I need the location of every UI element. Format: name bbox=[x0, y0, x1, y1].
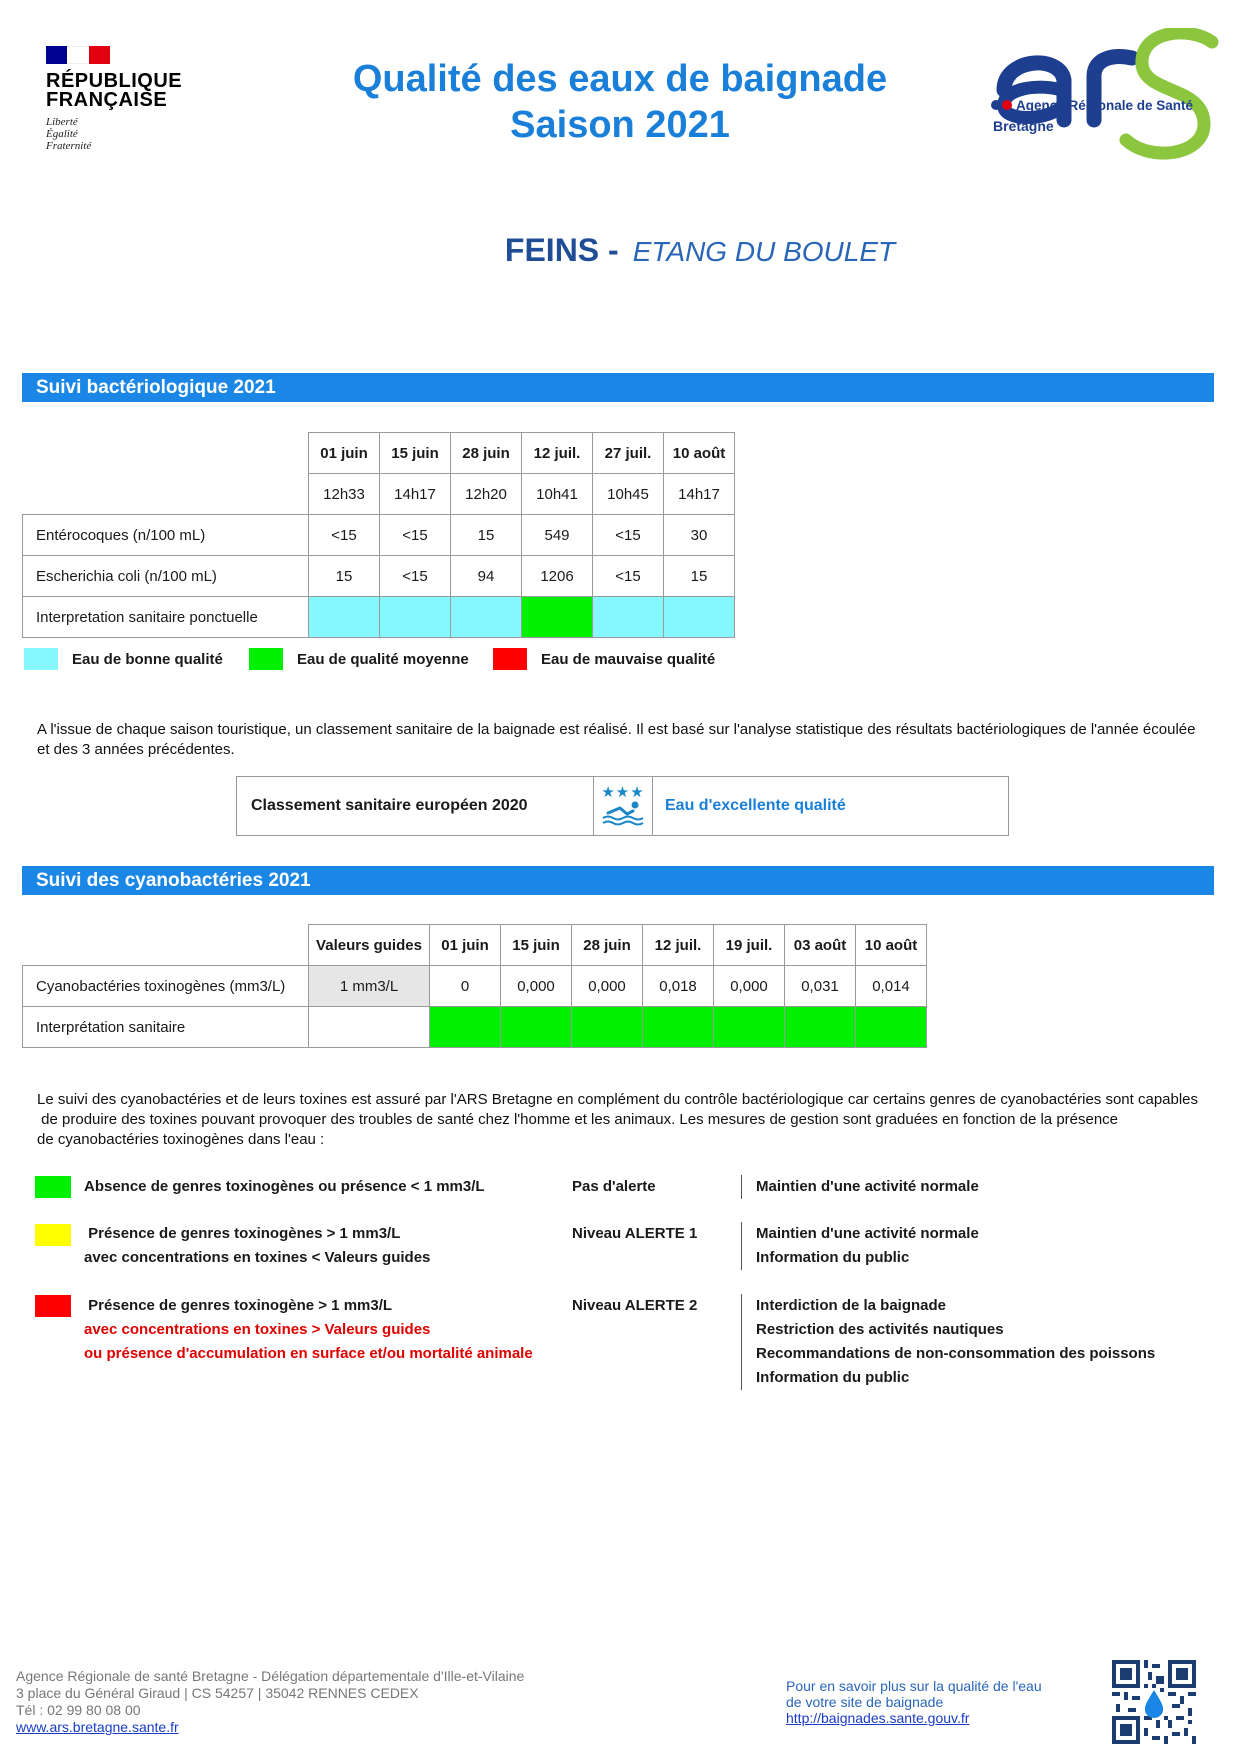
rf-motto-3: Fraternité bbox=[46, 140, 92, 152]
classement-intro-line1: A l'issue de chaque saison touristique, un classement sanitaire de la baignade est réalisé. Il est basé sur l'analyse statistique des résultats bactériologiques de l'année écoulée bbox=[37, 721, 1196, 738]
level-action: Information du public bbox=[756, 1249, 910, 1266]
table-cell: 0,018 bbox=[643, 966, 714, 1007]
interp-cell-green bbox=[430, 1007, 501, 1048]
table-cell: 15 bbox=[309, 556, 380, 597]
interp-cell-green bbox=[501, 1007, 572, 1048]
bacterio-time: 12h33 bbox=[309, 474, 380, 515]
classement-box bbox=[236, 776, 1009, 836]
legend-mauvaise bbox=[493, 648, 715, 670]
bacterio-date: 15 juin bbox=[380, 433, 451, 474]
cyano-date: 19 juil. bbox=[714, 925, 785, 966]
rf-line1: RÉPUBLIQUE bbox=[46, 70, 183, 92]
qr-code-icon[interactable] bbox=[1112, 1660, 1196, 1744]
table-row bbox=[23, 515, 735, 556]
footer-info bbox=[786, 1678, 1042, 1726]
footer-info-line2: de votre site de baignade bbox=[786, 1694, 944, 1710]
table-cell: 30 bbox=[664, 515, 735, 556]
cyano-date: 03 août bbox=[785, 925, 856, 966]
section-bar-cyano: Suivi des cyanobactéries 2021 bbox=[22, 866, 1214, 895]
ars-agency-text: Agence Régionale de Santé bbox=[1016, 98, 1194, 113]
interp-cell-green bbox=[643, 1007, 714, 1048]
level-condition: avec concentrations en toxines < Valeurs guides bbox=[84, 1249, 431, 1266]
level-swatch-red bbox=[35, 1295, 71, 1317]
level-alert: Niveau ALERTE 2 bbox=[572, 1297, 698, 1314]
french-flag-icon bbox=[46, 46, 110, 64]
row-label: Interprétation sanitaire bbox=[23, 1007, 309, 1048]
level-alert: Pas d'alerte bbox=[572, 1178, 656, 1195]
footer-address bbox=[16, 1668, 524, 1736]
table-cell: 94 bbox=[451, 556, 522, 597]
legend-bonne bbox=[24, 648, 223, 670]
rf-motto-2: Égalité bbox=[46, 128, 78, 140]
level-action: Maintien d'une activité normale bbox=[756, 1225, 979, 1242]
footer-info-line1: Pour en savoir plus sur la qualité de l'eau bbox=[786, 1678, 1042, 1694]
level-condition: Absence de genres toxinogènes ou présence < 1 mm3/L bbox=[84, 1178, 485, 1195]
footer-line3: Tél : 02 99 80 08 00 bbox=[16, 1702, 141, 1718]
table-cell: <15 bbox=[593, 556, 664, 597]
bacterio-date: 10 août bbox=[664, 433, 735, 474]
bacterio-time: 12h20 bbox=[451, 474, 522, 515]
star-rating-icon: ★★★ bbox=[601, 784, 645, 801]
bacterio-interp-row bbox=[23, 597, 735, 638]
table-cell: 0 bbox=[430, 966, 501, 1007]
cyano-guide-header: Valeurs guides bbox=[309, 925, 430, 966]
cyano-date: 15 juin bbox=[501, 925, 572, 966]
footer-line1: Agence Régionale de santé Bretagne - Délégation départementale d'Ille-et-Vilaine bbox=[16, 1668, 525, 1684]
bacterio-table bbox=[22, 432, 735, 638]
classement-intro bbox=[37, 720, 1227, 760]
level-swatch-green bbox=[35, 1176, 71, 1198]
bacterio-date: 28 juin bbox=[451, 433, 522, 474]
cyano-interp-guide-empty bbox=[309, 1007, 430, 1048]
legend-swatch bbox=[493, 648, 527, 670]
table-row bbox=[23, 556, 735, 597]
table-row bbox=[23, 966, 927, 1007]
footer-line2: 3 place du Général Giraud | CS 54257 | 35042 RENNES CEDEX bbox=[16, 1685, 419, 1701]
interp-cell-green bbox=[785, 1007, 856, 1048]
divider bbox=[741, 1294, 742, 1390]
classement-label: Classement sanitaire européen 2020 bbox=[237, 777, 594, 835]
section-bar-bacterio: Suivi bactériologique 2021 bbox=[22, 373, 1214, 402]
classement-icon-cell bbox=[594, 777, 653, 835]
table-cell: <15 bbox=[380, 556, 451, 597]
table-cell: <15 bbox=[593, 515, 664, 556]
level-action: Recommandations de non-consommation des poissons bbox=[756, 1345, 1156, 1362]
ars-region-text: Bretagne bbox=[993, 118, 1054, 134]
level-action: Information du public bbox=[756, 1369, 910, 1386]
interp-cell-bonne bbox=[309, 597, 380, 638]
cyano-header-row bbox=[23, 925, 927, 966]
table-cell: 1206 bbox=[522, 556, 593, 597]
interp-cell-bonne bbox=[451, 597, 522, 638]
rf-motto-1: Liberté bbox=[46, 116, 78, 128]
bacterio-time: 14h17 bbox=[664, 474, 735, 515]
level-action: Restriction des activités nautiques bbox=[756, 1321, 1004, 1338]
interp-cell-green bbox=[572, 1007, 643, 1048]
cyano-guide-value: 1 mm3/L bbox=[309, 966, 430, 1007]
cyano-intro bbox=[37, 1090, 1227, 1150]
interp-cell-bonne bbox=[593, 597, 664, 638]
cyano-table bbox=[22, 924, 927, 1048]
cyano-intro-line1: Le suivi des cyanobactéries et de leurs toxines est assuré par l'ARS Bretagne en complément du contrôle bactériologique car certains genres de cyanobactéries sont capables bbox=[37, 1091, 1199, 1108]
legend-label: Eau de qualité moyenne bbox=[297, 650, 469, 668]
bacterio-time-row bbox=[23, 474, 735, 515]
document-title bbox=[300, 56, 940, 148]
table-cell: 0,014 bbox=[856, 966, 927, 1007]
table-cell: 0,031 bbox=[785, 966, 856, 1007]
bacterio-time: 10h41 bbox=[522, 474, 593, 515]
legend-moyenne bbox=[249, 648, 469, 670]
interp-cell-bonne bbox=[380, 597, 451, 638]
bacterio-date: 12 juil. bbox=[522, 433, 593, 474]
level-condition: Présence de genres toxinogène > 1 mm3/L bbox=[84, 1297, 393, 1314]
interp-cell-moyenne bbox=[522, 597, 593, 638]
cyano-date: 28 juin bbox=[572, 925, 643, 966]
ars-bretagne-logo bbox=[990, 28, 1220, 168]
table-cell: 15 bbox=[451, 515, 522, 556]
title-line-2: Saison 2021 bbox=[510, 104, 730, 146]
legend-swatch bbox=[24, 648, 58, 670]
classement-intro-line2: et des 3 années précédentes. bbox=[37, 741, 235, 758]
rf-line2: FRANÇAISE bbox=[46, 89, 168, 111]
footer-website-link[interactable]: www.ars.bretagne.sante.fr bbox=[16, 1719, 179, 1735]
legend-swatch bbox=[249, 648, 283, 670]
table-cell: 0,000 bbox=[572, 966, 643, 1007]
divider bbox=[741, 1175, 742, 1199]
row-label: Cyanobactéries toxinogènes (mm3/L) bbox=[23, 966, 309, 1007]
table-cell: 0,000 bbox=[501, 966, 572, 1007]
legend-label: Eau de bonne qualité bbox=[72, 650, 223, 668]
row-label: Entérocoques (n/100 mL) bbox=[23, 515, 309, 556]
level-alert: Niveau ALERTE 1 bbox=[572, 1225, 698, 1242]
bacterio-time: 10h45 bbox=[593, 474, 664, 515]
classement-result: Eau d'excellente qualité bbox=[665, 797, 846, 814]
divider bbox=[741, 1222, 742, 1270]
cyano-intro-line2: de produire des toxines pouvant provoquer des troubles de santé chez l'homme et les animaux. Les mesures de gestion sont graduées en fonction de la présence bbox=[37, 1111, 1119, 1128]
interp-cell-bonne bbox=[664, 597, 735, 638]
swimmer-icon bbox=[600, 800, 646, 826]
table-cell: 15 bbox=[664, 556, 735, 597]
level-condition: Présence de genres toxinogènes > 1 mm3/L bbox=[84, 1225, 401, 1242]
bacterio-date: 01 juin bbox=[309, 433, 380, 474]
table-cell: <15 bbox=[380, 515, 451, 556]
table-cell: 0,000 bbox=[714, 966, 785, 1007]
bacterio-date: 27 juil. bbox=[593, 433, 664, 474]
commune-name: FEINS - bbox=[504, 232, 619, 268]
bacterio-time: 14h17 bbox=[380, 474, 451, 515]
republique-francaise-logo bbox=[46, 46, 206, 152]
cyano-interp-row bbox=[23, 1007, 927, 1048]
site-name: ETANG DU BOULET bbox=[632, 236, 896, 267]
cyano-date: 12 juil. bbox=[643, 925, 714, 966]
interp-cell-green bbox=[856, 1007, 927, 1048]
table-cell: 549 bbox=[522, 515, 593, 556]
level-action: Interdiction de la baignade bbox=[756, 1297, 947, 1314]
cyano-date: 01 juin bbox=[430, 925, 501, 966]
title-line-1: Qualité des eaux de baignade bbox=[352, 58, 888, 100]
bacterio-date-row bbox=[23, 433, 735, 474]
baignades-link[interactable]: http://baignades.sante.gouv.fr bbox=[786, 1710, 970, 1726]
level-action: Maintien d'une activité normale bbox=[756, 1178, 979, 1195]
table-cell: <15 bbox=[309, 515, 380, 556]
level-condition-red: ou présence d'accumulation en surface et/ou mortalité animale bbox=[84, 1345, 533, 1362]
row-label: Escherichia coli (n/100 mL) bbox=[23, 556, 309, 597]
interp-cell-green bbox=[714, 1007, 785, 1048]
cyano-intro-line3: de cyanobactéries toxinogènes dans l'eau : bbox=[37, 1131, 325, 1148]
level-swatch-yellow bbox=[35, 1224, 71, 1246]
site-title bbox=[300, 232, 1100, 269]
legend-label: Eau de mauvaise qualité bbox=[541, 650, 716, 668]
cyano-date: 10 août bbox=[856, 925, 927, 966]
row-label: Interpretation sanitaire ponctuelle bbox=[23, 597, 309, 638]
level-condition-red: avec concentrations en toxines > Valeurs guides bbox=[84, 1321, 431, 1338]
